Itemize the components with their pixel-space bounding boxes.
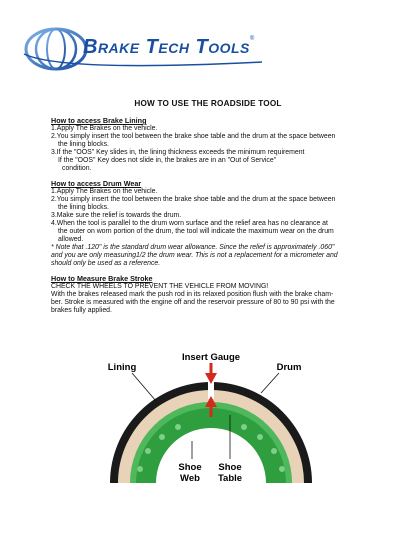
label-lining: Lining — [107, 362, 137, 373]
note: should only be used as a reference. — [51, 260, 161, 267]
section-stroke — [51, 275, 371, 315]
step-cont: the lining blocks. — [58, 141, 109, 148]
label-drum: Drum — [276, 362, 302, 373]
paragraph-line: With the brakes released mark the push rod in its relaxed position flush with the brake cham- — [51, 291, 334, 298]
step: 3.If the "OOS" Key slides in, the lining thickness exceeds the minimum requirement — [51, 149, 305, 156]
step-cont: the lining blocks. — [58, 204, 109, 211]
lining-pointer — [132, 373, 156, 401]
section-heading: How to access Brake Lining — [51, 116, 147, 125]
drum-pointer — [261, 373, 279, 393]
step: 2.You simply insert the tool between the brake shoe table and the drum at the space between — [51, 133, 336, 140]
warning: CHECK THE WHEELS TO PREVENT THE VEHICLE FROM MOVING! — [51, 283, 269, 290]
note: and you are only measuring1/2 the drum wear. This is not a replacement for a micrometer and — [51, 252, 338, 259]
instructions — [51, 117, 371, 322]
step-cont: condition. — [62, 165, 92, 172]
step: 2.You simply insert the tool between the brake shoe table and the drum at the space between — [51, 196, 336, 203]
label-insert-gauge: Insert Gauge — [181, 352, 241, 363]
section-lining — [51, 117, 371, 173]
section-heading: How to Measure Brake Stroke — [51, 274, 153, 283]
step: 1.Apply The Brakes on the vehicle. — [51, 188, 158, 195]
label-shoe-web-2: Web — [180, 473, 200, 484]
step-cont: If the "OOS" Key does not slide in, the brakes are in an "Out of Service" — [58, 157, 277, 164]
label-shoe-table-1: Shoe — [218, 462, 242, 473]
step: 4.When the tool is parallel to the drum worn surface and the relief area has no clearance at — [51, 220, 328, 227]
step: 3.Make sure the relief is towards the drum. — [51, 212, 182, 219]
step-cont: the outer on worn portion of the drum, the tool will indicate the maximum wear on the drum — [58, 228, 334, 235]
logo-wordmark: Brake Tech Tools® — [83, 36, 255, 58]
step: 1.Apply The Brakes on the vehicle. — [51, 125, 158, 132]
note: * Note that .120" is the standard drum wear allowance. Since the relief is approximately .060" — [51, 244, 335, 251]
paragraph-line: ber. Stroke is measured with the engine off and the reservoir pressure of 80 to 90 psi with the — [51, 299, 335, 306]
page-title: HOW TO USE THE ROADSIDE TOOL — [134, 99, 282, 108]
label-shoe-web-1: Shoe — [178, 462, 202, 473]
section-heading: How to access Drum Wear — [51, 179, 142, 188]
section-drum — [51, 180, 371, 268]
label-shoe-table-2: Table — [217, 473, 243, 484]
step-cont: allowed. — [58, 236, 84, 243]
paragraph-line: brakes fully applied. — [51, 307, 112, 314]
brake-diagram — [96, 351, 326, 501]
